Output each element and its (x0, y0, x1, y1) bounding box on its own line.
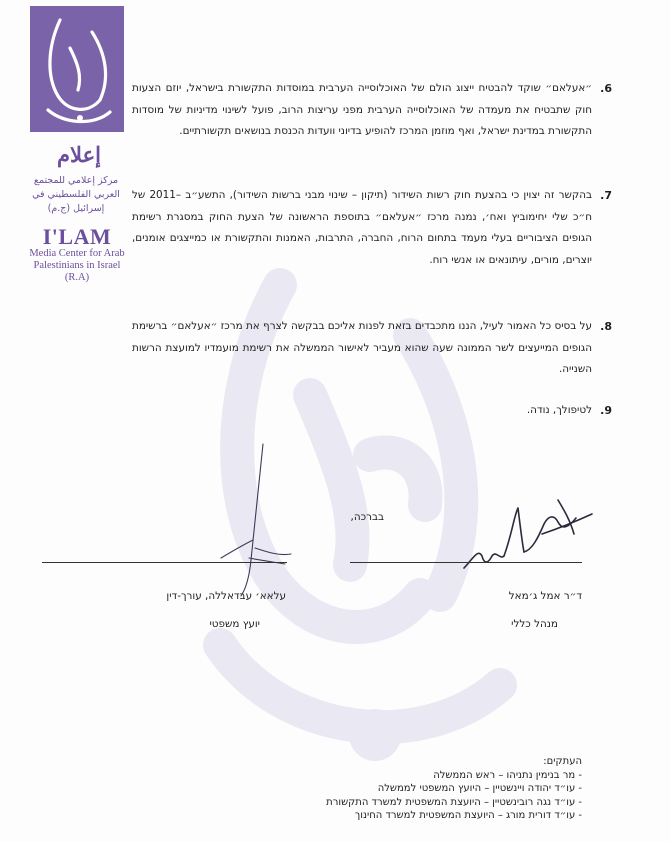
signature-line-left (42, 562, 287, 563)
paragraph-text: בהקשר זה יצוין כי בהצעת חוק רשות השידור (תיקון – שינוי מבני ברשות השידור), התשע״ב –2011 של ח״כ שלי יחימוביץ ואח׳, נמנה מרכז ״אעלאם״ בתוספת הראשונה של הצעת החוק במסגרת רשימת הגופים הציבוריים בעלי מעמד בתחום הרוח, החברה, התרבות, האמנות והתקשורת או כמייצגים אומנים, יוצרים, מורים, עיתונאים או אנשי רוח. (132, 189, 592, 266)
closing-greeting: בברכה, (350, 511, 384, 523)
paragraph-text: ״אעלאם״ שוקד להבטיח ייצוג הולם של האוכלוסייה הערבית במוסדות התקשורת בישראל, יוזם הצעות חוק שתבטיח את מעמדה של האוכלוסייה הערבית מפני עריצות הרוב, פועל לשינוי מדיניות של מוסדות התקשורת במדינת ישראל, ואף מוזמן המרכז להופיע בדיוני וועדות הכנסת בנושאים תקשורתיים. (132, 82, 592, 137)
signature-line-right (350, 562, 582, 563)
paragraph-6 (132, 78, 612, 143)
director-signature (458, 494, 598, 580)
copies-title: העתקים: (543, 756, 582, 767)
signatory-right-name: ד״ר אמל ג׳מאל (508, 590, 582, 602)
paragraph-text: לטיפולך, נודה. (526, 404, 592, 416)
signatory-left-title: יועץ משפטי (209, 618, 260, 630)
ilam-logo-icon (30, 6, 124, 132)
signatory-right-title: מנהל כללי (511, 618, 558, 630)
lawyer-signature (215, 440, 295, 600)
list-item: - עו״ד נגה רובינשטיין – היועצת המשפטית למשרד התקשורת (326, 796, 582, 808)
paragraph-number: 9. (600, 404, 612, 417)
paragraph-text: על בסיס כל האמור לעיל, הננו מתכבדים בזאת לפנות אליכם בבקשה לצרף את מרכז ״אעלאם״ ברשימת הגופים המייעצים לשר הממונה שעה שהוא מעביר לאישור הממשלה את רשימת מועמדיו למועצת הרשות השנייה. (132, 320, 592, 375)
paragraph-9 (132, 400, 612, 422)
paragraph-number: 6. (600, 82, 612, 95)
paragraph-number: 7. (600, 189, 612, 202)
organization-latin-description: Media Center for Arab Palestinians in Israel (R.A) (29, 248, 125, 283)
list-item: - מר בנימין נתניהו – ראש הממשלה (433, 769, 582, 781)
organization-arabic-name: إعلام (57, 142, 101, 167)
list-item: - עו״ד דורית מורג – היועצת המשפטית למשרד החינוך (354, 810, 582, 821)
copies-section (326, 755, 582, 823)
signatory-left-name: עלאא׳ עבדאללה, עורך-דין (166, 590, 286, 602)
paragraph-8 (132, 316, 612, 381)
paragraph-7 (132, 185, 612, 271)
list-item: - עו״ד יהודה ויינשטיין – היועץ המשפטי לממשלה (377, 783, 582, 794)
organization-latin-name: I'LAM (42, 224, 112, 249)
copies-list (326, 769, 582, 823)
organization-logo (30, 6, 124, 132)
paragraph-number: 8. (600, 320, 612, 333)
organization-arabic-description: مركز إعلامي للمجتمع العربي الفلسطيني في إسرائيل (ج.م) (32, 175, 120, 214)
